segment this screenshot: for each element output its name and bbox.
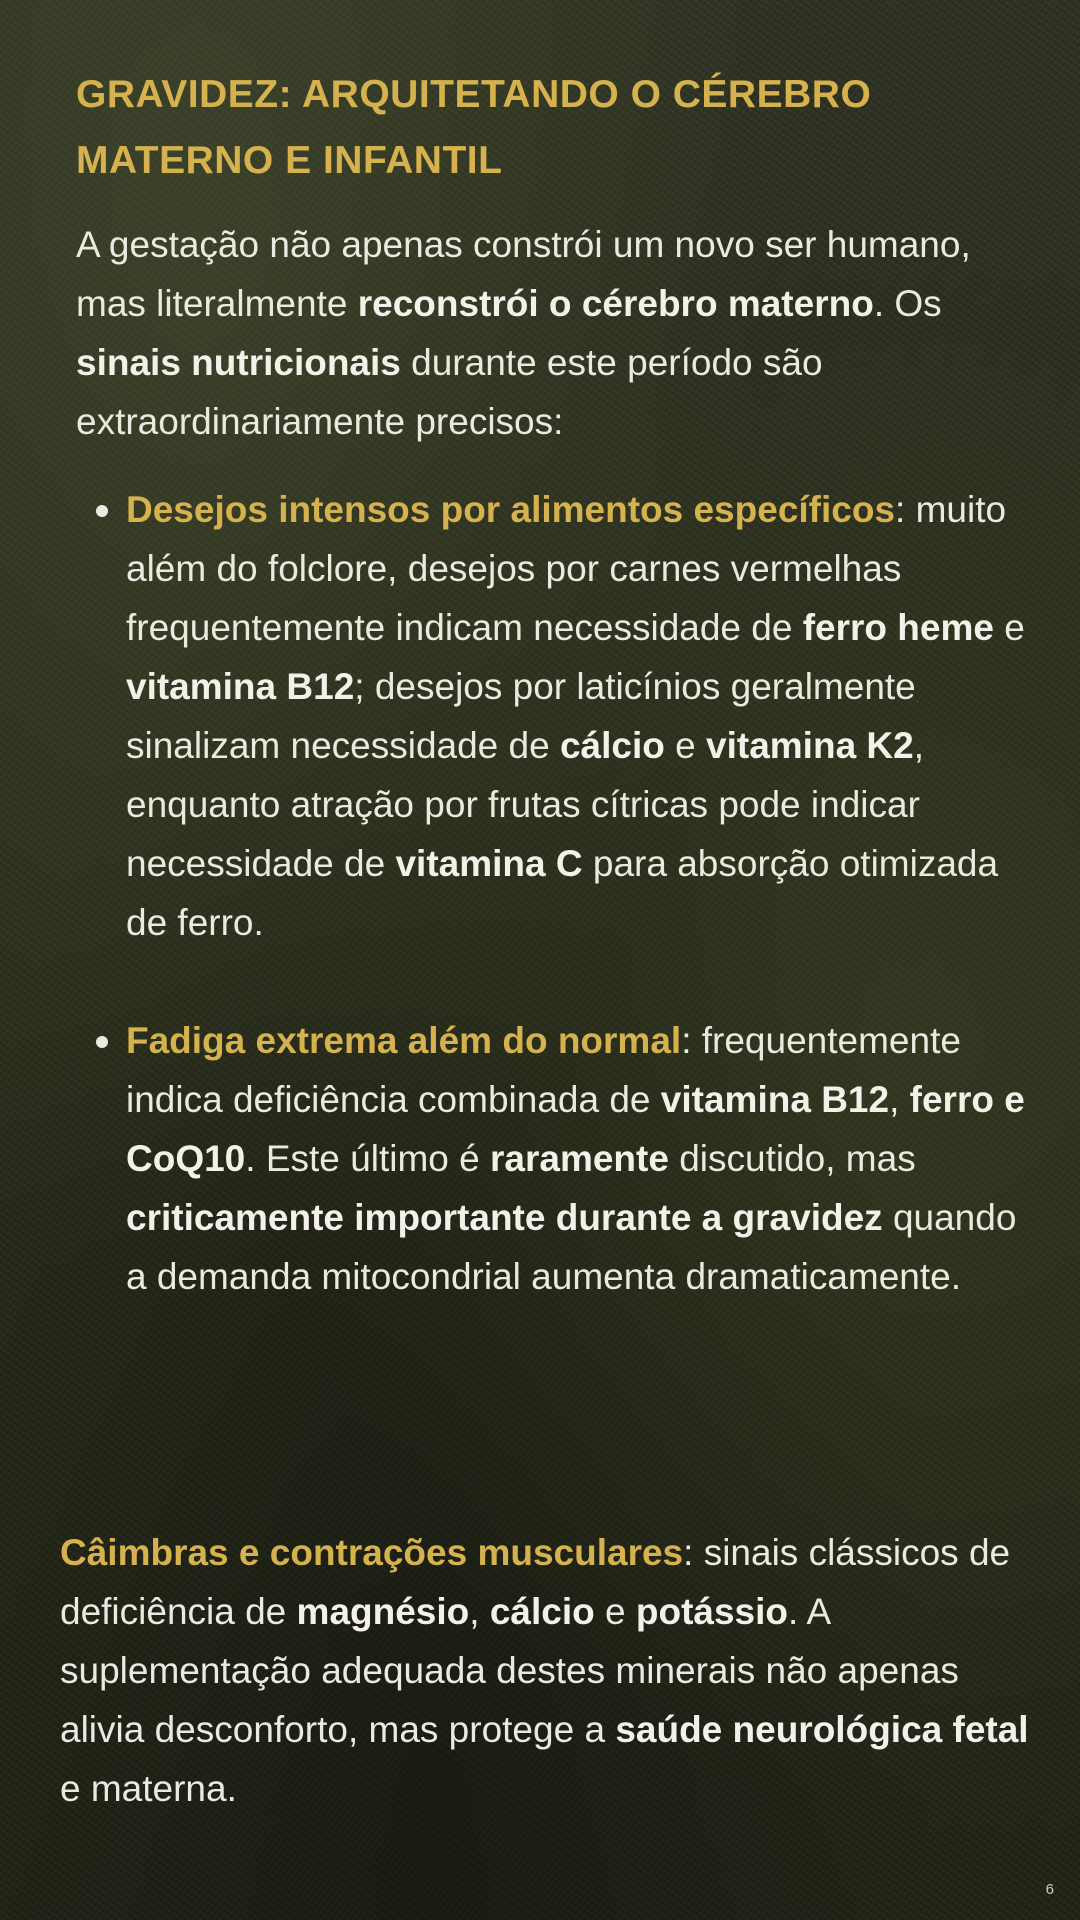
bullet-item-cravings	[76, 480, 1036, 952]
intro-text: . Os	[873, 283, 942, 324]
intro-text: A gestação não apenas constrói um novo ser humano, mas literalmente	[76, 224, 971, 324]
page-number: 6	[1045, 1881, 1054, 1898]
bullet-emphasis: ferro heme	[802, 607, 994, 648]
bullet-emphasis: criticamente importante durante a gravidez	[126, 1197, 883, 1238]
bullet-text: ; desejos por laticínios geralmente sinalizam necessidade de	[126, 666, 916, 766]
cramps-heading: Câimbras e contrações musculares	[60, 1532, 684, 1573]
cramps-text: . A suplementação adequada destes minerais não apenas alivia desconforto, mas protege a	[60, 1591, 959, 1750]
bullet-text: . Este último é	[245, 1138, 490, 1179]
bullet-text: e	[664, 725, 707, 766]
bullet-text: e	[993, 607, 1025, 648]
bullet-text: quando a demanda mitocondrial aumenta dramaticamente.	[126, 1197, 1017, 1297]
bullet-emphasis: vitamina B12	[126, 666, 355, 707]
bullet-text: ,	[889, 1079, 910, 1120]
cramps-emphasis: magnésio	[296, 1591, 470, 1632]
cramps-text: : sinais clássicos de deficiência de	[60, 1532, 1011, 1632]
bullet-heading: Desejos intensos por alimentos específicos	[126, 489, 896, 530]
bullet-heading: Fadiga extrema além do normal	[126, 1020, 682, 1061]
intro-paragraph	[76, 215, 1036, 451]
page-title: GRAVIDEZ: ARQUITETANDO O CÉREBRO MATERNO E INFANTIL	[76, 73, 872, 182]
bullet-text: : frequentemente indica deficiência combinada de	[126, 1020, 961, 1120]
cramps-emphasis: cálcio	[489, 1591, 595, 1632]
cramps-text: ,	[469, 1591, 490, 1632]
bullet-text: : muito além do folclore, desejos por carnes vermelhas frequentemente indicam necessidade de	[126, 489, 1007, 648]
cramps-paragraph	[60, 1523, 1035, 1818]
intro-emphasis: reconstrói o cérebro materno	[357, 283, 874, 324]
cramps-text: e	[594, 1591, 636, 1632]
bullet-emphasis: cálcio	[559, 725, 665, 766]
bullet-dot-icon	[96, 1036, 108, 1048]
bullet-emphasis: ferro e CoQ10	[126, 1079, 1025, 1179]
cramps-emphasis: saúde neurológica fetal	[615, 1709, 1029, 1750]
intro-text: durante este período são extraordinariamente precisos:	[76, 342, 823, 442]
bullet-text: , enquanto atração por frutas cítricas pode indicar necessidade de	[126, 725, 925, 884]
intro-emphasis: sinais nutricionais	[76, 342, 401, 383]
bullet-emphasis: vitamina B12	[660, 1079, 890, 1120]
cramps-text: e materna.	[60, 1768, 237, 1809]
bullet-item-fatigue	[76, 1011, 1036, 1306]
bullet-emphasis: vitamina K2	[706, 725, 914, 766]
bullet-emphasis: vitamina C	[395, 843, 583, 884]
cramps-emphasis: potássio	[635, 1591, 789, 1632]
bullet-text: para absorção otimizada de ferro.	[126, 843, 999, 943]
bullet-text: discutido, mas	[668, 1138, 916, 1179]
bullet-list	[76, 480, 1036, 1306]
bullet-emphasis: raramente	[489, 1138, 669, 1179]
bullet-dot-icon	[96, 505, 108, 517]
